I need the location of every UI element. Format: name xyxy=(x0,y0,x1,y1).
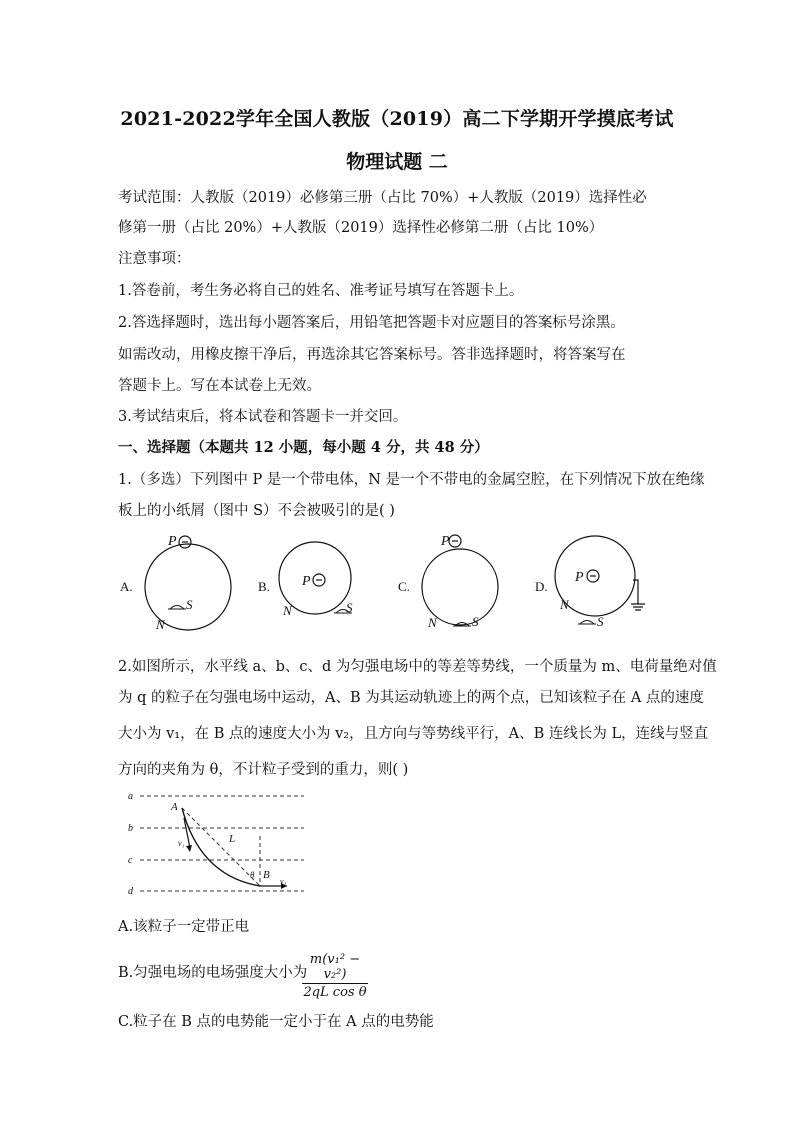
svg-text:v₂: v₂ xyxy=(280,877,287,886)
cavity-C xyxy=(422,549,498,625)
scrap-A xyxy=(170,606,184,610)
svg-text:P: P xyxy=(441,534,450,549)
svg-text:S: S xyxy=(186,597,193,612)
svg-text:P: P xyxy=(168,534,177,549)
svg-text:N: N xyxy=(560,597,569,612)
question-2-text-cont: 为 q 的粒子在匀强电场中运动，A、B 为其运动轨迹上的两个点，已知该粒子在 A 点的速度 xyxy=(118,690,704,706)
notice-item-2-cont2: 答题卡上。写在本试卷上无效。 xyxy=(118,378,321,394)
q2-option-C: C.粒子在 B 点的电势能一定小于在 A 点的电势能 xyxy=(118,1014,434,1030)
question-2-text-cont2: 大小为 v₁，在 B 点的速度大小为 v₂，且方向与等势线平行，A、B 连线长为 L，连线与竖直 xyxy=(118,726,709,742)
notice-heading: 注意事项： xyxy=(118,251,191,267)
svg-text:S: S xyxy=(346,600,353,615)
svg-text:L: L xyxy=(229,833,236,845)
svg-text:v₁: v₁ xyxy=(178,839,185,848)
q2-option-A: A.该粒子一定带正电 xyxy=(118,919,250,935)
svg-text:N: N xyxy=(428,615,437,630)
svg-text:P: P xyxy=(575,570,584,585)
question-1-text: 1.（多选）下列图中 P 是一个带电体，N 是一个不带电的金属空腔，在下列情况下放在绝缘 xyxy=(118,472,705,488)
section-heading: 一、选择题（本题共 12 小题，每小题 4 分，共 48 分） xyxy=(118,439,489,456)
option-D-label: D. xyxy=(535,579,548,594)
ground-icon xyxy=(631,604,645,610)
segment-AB xyxy=(182,808,260,886)
page-title: 2021-2022学年全国人教版（2019）高二下学期开学摸底考试 xyxy=(120,108,674,130)
page-subtitle: 物理试题 二 xyxy=(346,151,448,173)
question-2-text: 2.如图所示，水平线 a、b、c、d 为匀强电场中的等差等势线，一个质量为 m、电荷量绝对值 xyxy=(118,659,717,675)
notice-item-2: 2.答选择题时，选出每小题答案后，用铅笔把答题卡对应题目的答案标号涂黑。 xyxy=(118,315,625,331)
question-1-text-cont: 板上的小纸屑（图中 S）不会被吸引的是( ) xyxy=(118,503,395,519)
option-A-label: A. xyxy=(120,579,133,594)
svg-text:S: S xyxy=(472,614,479,629)
scope-line-1: 考试范围：人教版（2019）必修第三册（占比 70%）+人教版（2019）选择性必 xyxy=(118,190,647,206)
notice-item-1: 1.答卷前，考生务必将自己的姓名、准考证号填写在答题卡上。 xyxy=(118,283,524,299)
svg-text:S: S xyxy=(597,614,604,629)
question-2-text-cont3: 方向的夹角为 θ，不计粒子受到的重力，则( ) xyxy=(118,762,409,778)
scope-line-2: 修第一册（占比 20%）+人教版（2019）选择性必修第二册（占比 10%） xyxy=(118,220,604,236)
q2-option-B: B.匀强电场的电场强度大小为 xyxy=(118,965,308,981)
option-C-label: C. xyxy=(398,579,410,594)
svg-text:P: P xyxy=(302,574,311,589)
svg-text:N: N xyxy=(156,617,165,632)
svg-text:A: A xyxy=(171,801,178,813)
svg-text:d: d xyxy=(128,886,133,897)
svg-text:c: c xyxy=(128,855,133,866)
option-B-label: B. xyxy=(258,579,270,594)
svg-text:θ: θ xyxy=(250,870,255,880)
svg-text:N: N xyxy=(283,603,292,618)
notice-item-2-cont: 如需改动，用橡皮擦干净后，再选涂其它答案标号。答非选择题时，将答案写在 xyxy=(118,347,626,363)
svg-text:a: a xyxy=(128,791,133,802)
question-2-figure xyxy=(122,786,312,901)
svg-text:B: B xyxy=(263,869,270,881)
scrap-D xyxy=(580,621,594,625)
notice-item-3: 3.考试结束后，将本试卷和答题卡一并交回。 xyxy=(118,409,408,425)
question-1-figures xyxy=(110,525,670,640)
q2-option-B-formula: $\frac{\text{m(v₁² − v₂²)}}{\text{2qL cos θ}}$ xyxy=(303,952,367,1000)
svg-text:b: b xyxy=(128,823,133,834)
